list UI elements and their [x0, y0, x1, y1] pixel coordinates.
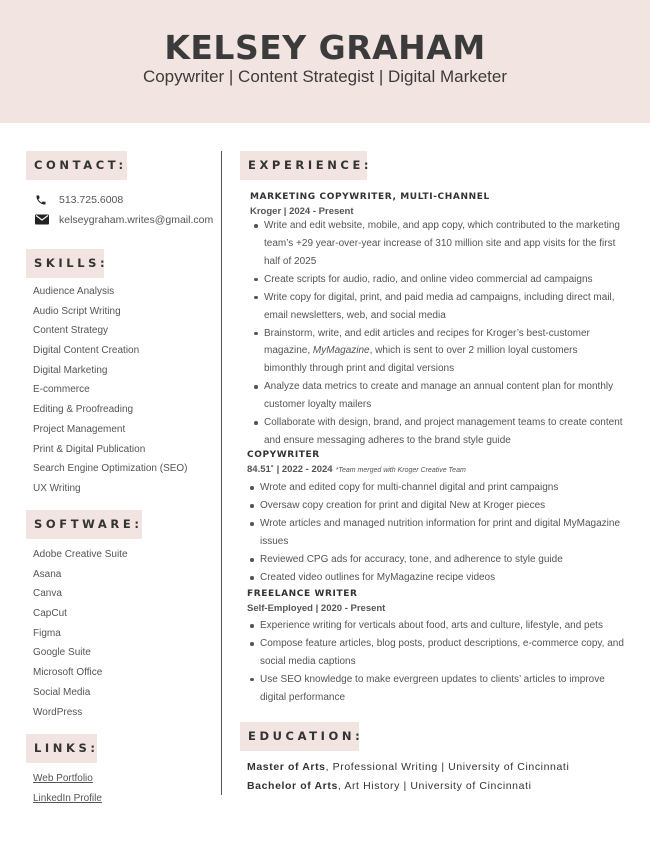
- phone-icon: [35, 194, 49, 206]
- list-item: Print & Digital Publication: [33, 443, 146, 455]
- list-item: Canva: [33, 588, 62, 600]
- list-item: Digital Marketing: [33, 364, 108, 376]
- envelope-icon: [35, 214, 49, 226]
- list-item: Collaborate with design, brand, and project management teams to create content and ensure messaging adheres to the brand style guide: [251, 414, 623, 450]
- page-title: KELSEY GRAHAM: [164, 28, 486, 67]
- links-heading: LINKS:: [26, 734, 97, 763]
- contact-phone: [35, 194, 123, 206]
- job-title: FREELANCE WRITER: [247, 589, 358, 599]
- list-item: WordPress: [33, 706, 83, 718]
- links-list: [33, 772, 102, 811]
- email-address[interactable]: kelseygraham.writes@gmail.com: [59, 214, 214, 226]
- job-bullets: [247, 479, 627, 587]
- experience-heading: EXPERIENCE:: [240, 151, 367, 180]
- list-item: Content Strategy: [33, 325, 109, 337]
- list-item: Write copy for digital, print, and paid media ad campaigns, including direct mail, email newsletters, web, and social media: [251, 289, 623, 325]
- list-item: Editing & Proofreading: [33, 404, 134, 416]
- column-divider: [221, 151, 222, 795]
- list-item: UX Writing: [33, 482, 81, 494]
- list-item: Audience Analysis: [33, 286, 115, 297]
- software-heading: SOFTWARE:: [26, 510, 142, 539]
- job-note: *Team merged with Kroger Creative Team: [335, 467, 466, 474]
- contact-email: [35, 214, 213, 226]
- skills-heading: SKILLS:: [26, 249, 104, 278]
- list-item: Social Media: [33, 686, 91, 698]
- job-meta: Kroger | 2024 - Present: [250, 206, 354, 217]
- job-title: COPYWRITER: [247, 450, 320, 460]
- list-item: Wrote and edited copy for multi-channel digital and print campaigns: [247, 479, 627, 497]
- list-item: Write and edit website, mobile, and app copy, which contributed to the marketing team’s +29 year-over-year increase of 310 million site and app visits for the first half of 2025: [251, 217, 623, 270]
- phone-number: 513.725.6008: [59, 194, 124, 206]
- job-meta: Self-Employed | 2020 - Present: [247, 603, 386, 614]
- skills-list: [33, 285, 188, 502]
- degree: Bachelor of Arts: [247, 780, 338, 792]
- web-portfolio-link[interactable]: Web Portfolio: [33, 773, 93, 784]
- job-meta: [247, 464, 466, 475]
- list-item: Compose feature articles, blog posts, product descriptions, e-commerce copy, and social media captions: [247, 635, 631, 671]
- list-item: Created video outlines for MyMagazine recipe videos: [247, 569, 627, 587]
- list-item: Asana: [33, 568, 62, 580]
- list-item: Oversaw copy creation for print and digital New at Kroger pieces: [247, 497, 627, 515]
- education-entry: [247, 780, 532, 792]
- degree-detail: , Professional Writing | University of Cincinnati: [325, 761, 570, 773]
- list-item: Digital Content Creation: [33, 345, 140, 357]
- list-item: Experience writing for verticals about food, arts and culture, lifestyle, and pets: [247, 617, 631, 635]
- list-item: Wrote articles and managed nutrition information for print and digital MyMagazine issues: [247, 515, 627, 551]
- list-item: Figma: [33, 627, 61, 639]
- degree-detail: , Art History | University of Cincinnati: [337, 780, 532, 792]
- list-item: Create scripts for audio, radio, and online video commercial ad campaigns: [251, 271, 623, 289]
- list-item: Use SEO knowledge to make evergreen updates to clients’ articles to improve digital performance: [247, 671, 631, 707]
- list-item: Google Suite: [33, 647, 91, 659]
- linkedin-profile-link[interactable]: LinkedIn Profile: [33, 792, 102, 804]
- list-item: Brainstorm, write, and edit articles and recipes for Kroger’s best-customer magazine, MyMagazine, which is sent to over 2 million loyal customers bimonthly through print and digital versions: [251, 325, 623, 378]
- contact-heading: CONTACT:: [26, 151, 127, 180]
- software-list: [33, 548, 128, 725]
- job-bullets: [251, 217, 623, 450]
- education-entry: [247, 761, 569, 773]
- job-bullets: [247, 617, 631, 707]
- list-item: Search Engine Optimization (SEO): [33, 463, 188, 475]
- tagline: Copywriter | Content Strategist | Digital Marketer: [142, 67, 508, 86]
- job-title: MARKETING COPYWRITER, MULTI-CHANNEL: [250, 192, 490, 202]
- job-meta-text: 84.51˚ | 2022 - 2024: [247, 464, 333, 475]
- list-item: Analyze data metrics to create and manage an annual content plan for monthly customer loyalty mailers: [251, 378, 623, 414]
- list-item: Project Management: [33, 423, 126, 435]
- list-item: E-commerce: [33, 384, 90, 396]
- list-item: CapCut: [33, 608, 67, 620]
- header-banner: [0, 0, 650, 123]
- list-item: Adobe Creative Suite: [33, 549, 128, 560]
- list-item: Audio Script Writing: [33, 305, 121, 317]
- degree: Master of Arts: [247, 761, 326, 773]
- list-item: Reviewed CPG ads for accuracy, tone, and adherence to style guide: [247, 551, 627, 569]
- list-item: Microsoft Office: [33, 667, 103, 679]
- education-heading: EDUCATION:: [240, 722, 359, 751]
